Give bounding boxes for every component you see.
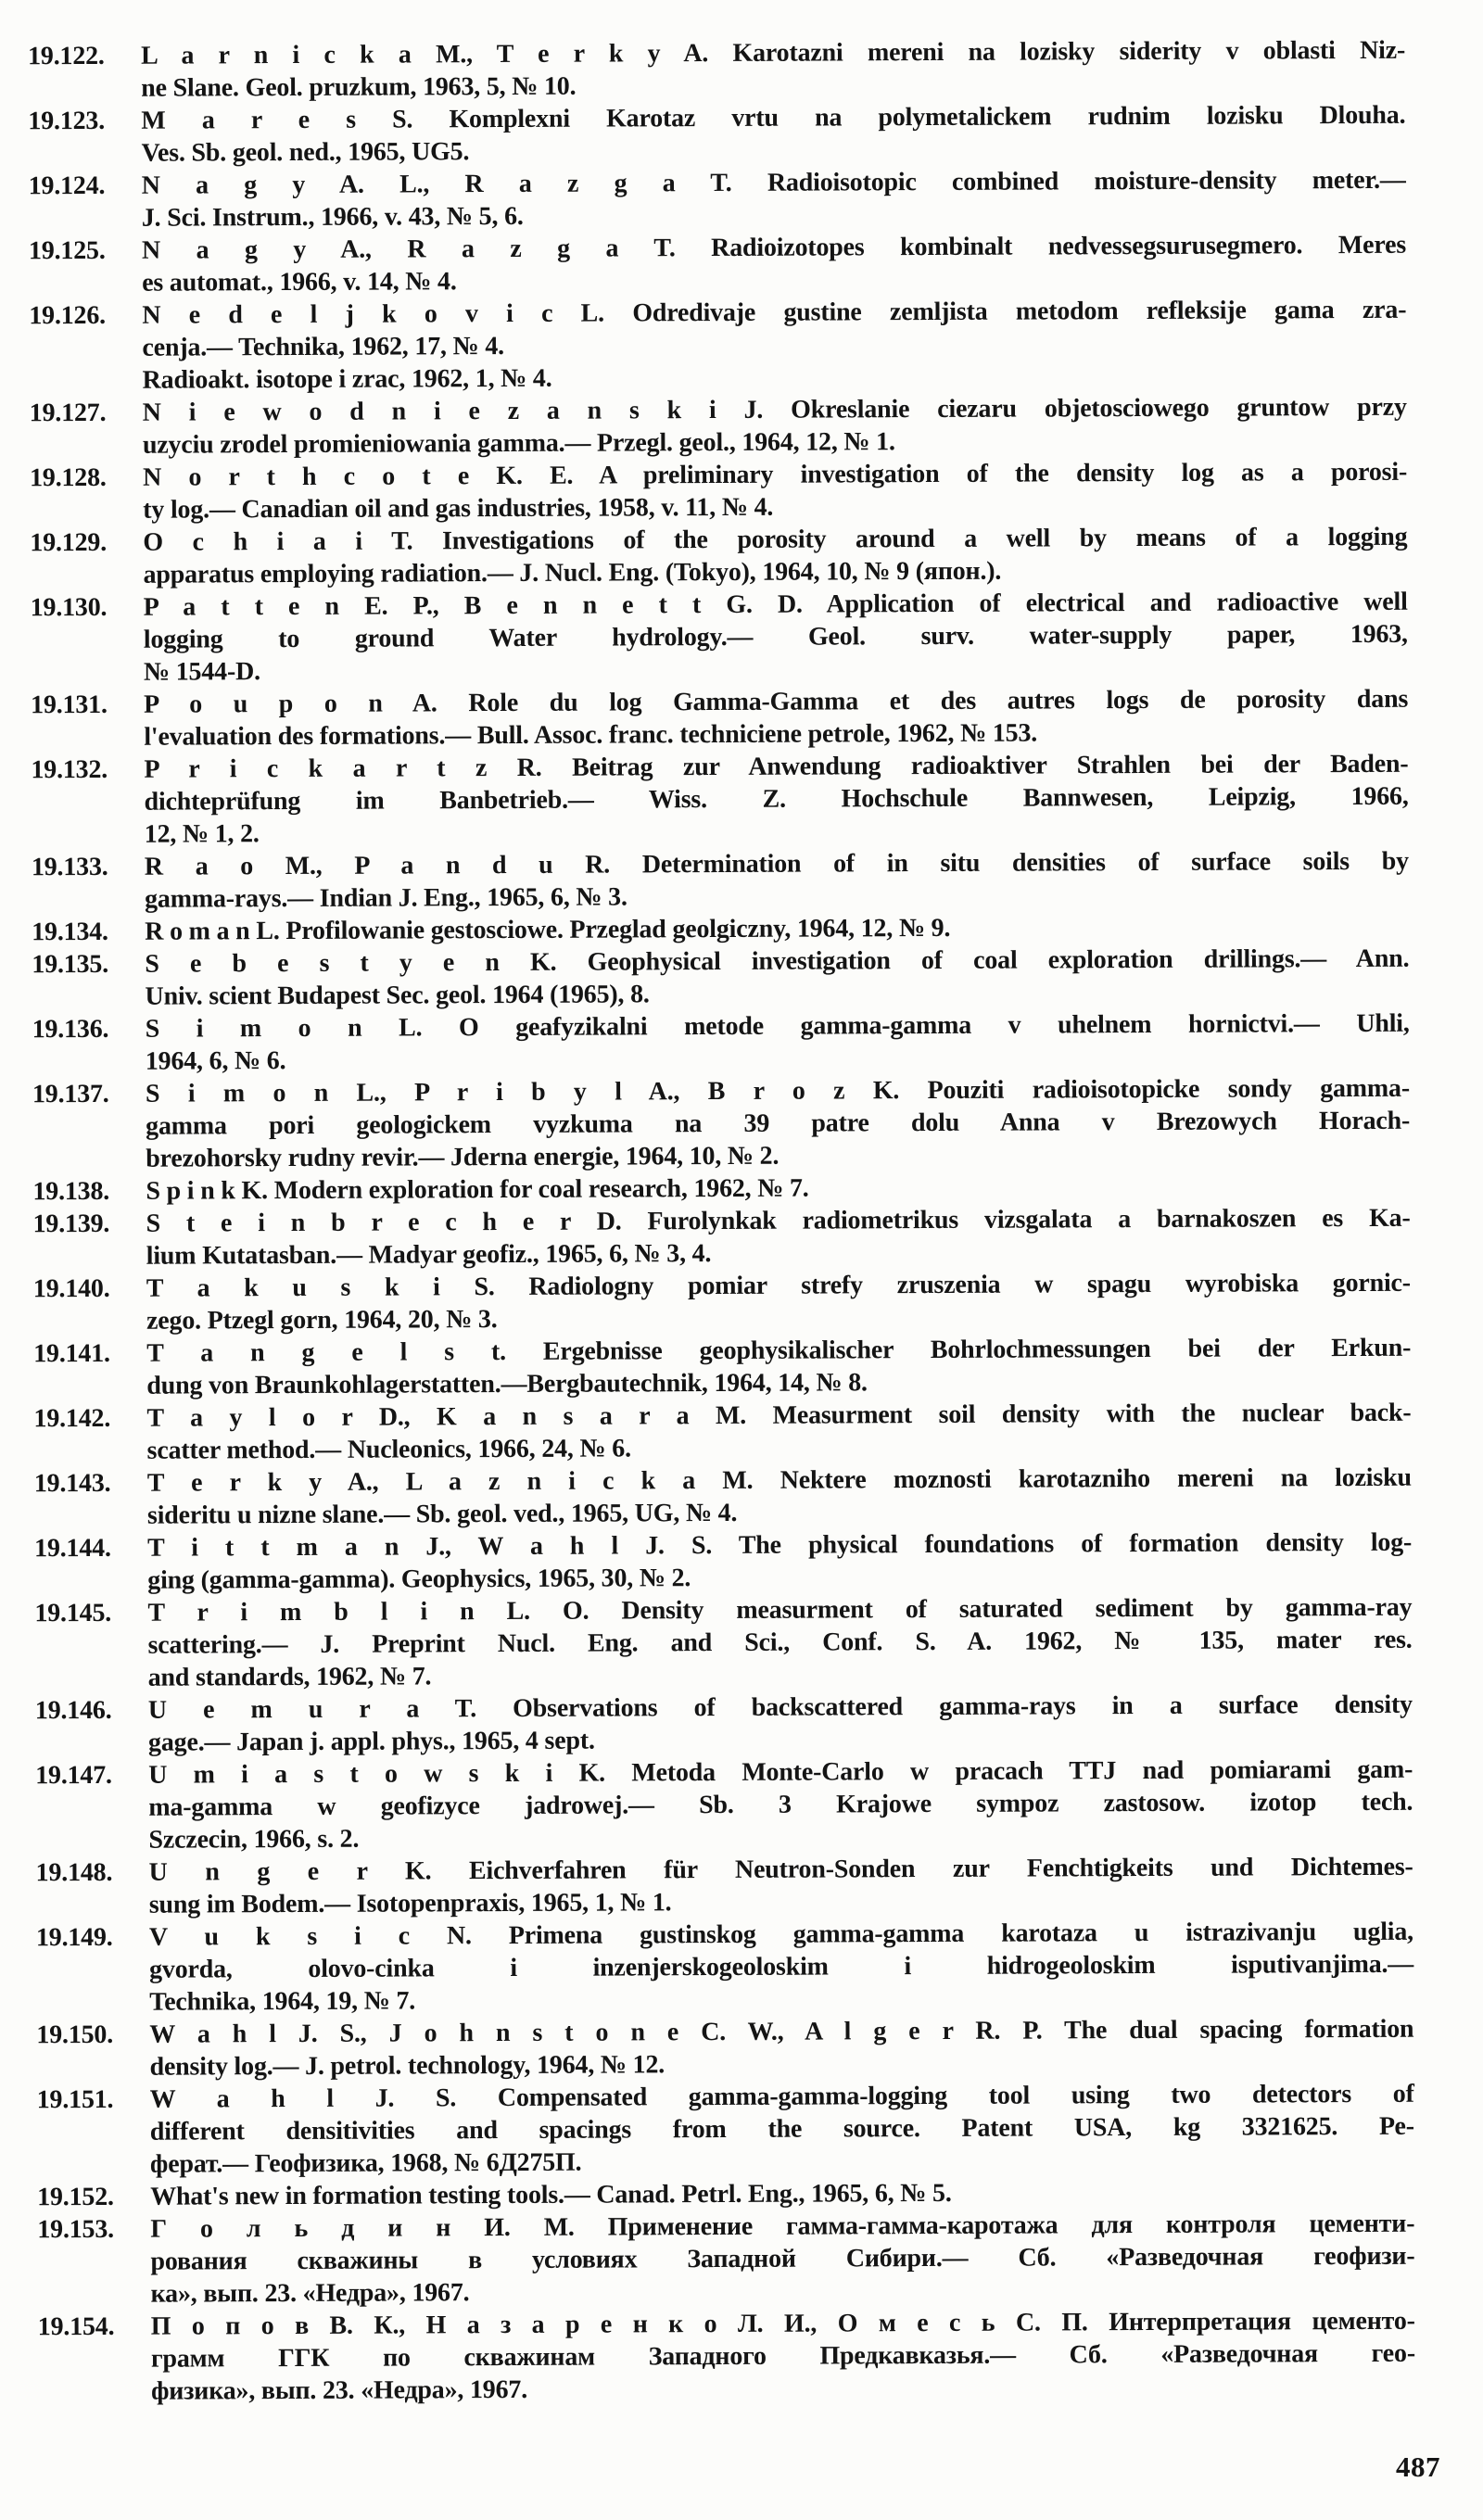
entry-number: 19.153. [37, 2214, 114, 2245]
entry-line: 1964, 6, № 6. [145, 1046, 286, 1076]
entry-line: scattering.— J. Preprint Nucl. Eng. and Sci., Conf. S. A. 1962, № 135, mater res. [147, 1625, 1413, 1660]
entry-line: N a g y A., R a z g a T. Radioizotopes kombinalt nedvessegsurusegmero. Meres [141, 230, 1407, 265]
entry-line: brezohorsky rudny revir.— Jderna energie, 1964, 10, № 2. [146, 1141, 780, 1173]
bibliography-entry [31, 586, 1408, 689]
entry-number: 19.135. [32, 949, 109, 980]
entry-lines [139, 1267, 1411, 1337]
entry-line: dichteprüfung im Banbetrieb.— Wiss. Z. Hochschule Bannwesen, Leipzig, 1966, [144, 781, 1409, 817]
bibliography-entry [33, 1397, 1411, 1467]
bibliography-entry [37, 2078, 1414, 2181]
bibliography-entry [31, 748, 1408, 851]
entry-number: 19.152. [37, 2182, 114, 2212]
bibliography-entry [37, 2208, 1414, 2311]
entry-line: zego. Ptzegl gorn, 1964, 20, № 3. [146, 1305, 498, 1336]
entry-line: gamma-rays.— Indian J. Eng., 1965, 6, № 3. [144, 882, 627, 914]
entry-number: 19.148. [35, 1857, 113, 1888]
entry-line: lium Kutatasban.— Madyar geofiz., 1965, 6, № 3, 4. [146, 1239, 712, 1271]
entry-line: S i m o n L., P r i b y l A., B r o z K. Pouziti radioisotopicke sondy gamma- [145, 1073, 1411, 1108]
entry-line: ging (gamma-gamma). Geophysics, 1965, 30, № 2. [147, 1564, 691, 1595]
bibliography-entry [31, 683, 1408, 753]
entry-number: 19.146. [34, 1695, 112, 1726]
entry-lines [140, 1526, 1412, 1597]
entry-line: apparatus employing radiation.— J. Nucl. Eng. (Tokyo), 1964, 10, № 9 (япон.). [143, 556, 1002, 589]
entry-number: 19.122. [28, 41, 105, 71]
entry-number: 19.130. [30, 592, 108, 623]
bibliography-list [28, 34, 1415, 2408]
entry-line: es automat., 1966, v. 14, № 4. [142, 267, 457, 298]
entry-line: different densitivities and spacings from the source. Patent USA, kg 3321625. Ре- [149, 2111, 1414, 2146]
bibliography-entry [34, 1591, 1412, 1694]
entry-number: 19.128. [30, 462, 107, 493]
entry-lines [138, 1007, 1410, 1078]
entry-line: l'evaluation des formations.— Bull. Assoc. franc. techniciene petrole, 1962, № 153. [144, 718, 1038, 752]
entry-line: № 1544-D. [143, 657, 260, 687]
entry-line: P o u p o n A. Role du log Gamma-Gamma et des autres logs de porosity dans [144, 684, 1409, 719]
entry-lines [134, 229, 1406, 299]
entry-line: What's new in formation testing tools.— Canad. Petrl. Eng., 1965, 6, № 5. [150, 2178, 952, 2211]
entry-line: рования скважины в условиях Западной Сибири.— Сб. «Разведочная геофизи- [150, 2241, 1415, 2276]
bibliography-entry [36, 1851, 1413, 1921]
entry-lines [136, 586, 1408, 689]
entry-line: Ves. Sb. geol. ned., 1965, UG5. [141, 137, 470, 168]
entry-line: U m i a s t o w s k i K. Metoda Monte-Carlo w pracach TTJ nad pomiarami gam- [148, 1754, 1413, 1790]
bibliography-entry [36, 2013, 1413, 2083]
entry-number: 19.134. [32, 917, 108, 947]
entry-line: O c h i a i T. Investigations of the porosity around a well by means of a logging [143, 522, 1408, 557]
bibliography-entry [28, 34, 1405, 105]
entry-lines [143, 2078, 1414, 2181]
entry-lines [137, 943, 1409, 1013]
entry-line: Szczecin, 1966, s. 2. [148, 1824, 360, 1855]
entry-line: V u k s i c N. Primena gustinskog gamma-gamma karotaza u istrazivanju uglia, [148, 1917, 1413, 1952]
entry-line: П о п о в В. К., Н а з а р е н к о Л. И., О м е с ь С. П. Интерпретация цементо- [150, 2306, 1415, 2341]
bibliography-entry [30, 456, 1407, 526]
entry-number: 19.129. [30, 527, 108, 558]
bibliography-entry [28, 99, 1405, 170]
entry-line: Technika, 1964, 19, № 7. [149, 1986, 416, 2017]
entry-number: 19.149. [35, 1922, 113, 1953]
bibliography-entry [32, 845, 1409, 916]
entry-line: S t e i n b r e c h e r D. Furolynkak radiometrikus vizsgalata a barnakoszen es Ka- [146, 1203, 1411, 1238]
bibliography-entry [34, 1462, 1412, 1532]
entry-lines [133, 34, 1405, 105]
entry-number: 19.126. [29, 300, 106, 331]
entry-line: W a h l J. S. Compensated gamma-gamma-logging tool using two detectors of [149, 2079, 1414, 2114]
bibliography-entry [34, 1526, 1412, 1597]
entry-line: ne Slane. Geol. pruzkum, 1963, 5, № 10. [141, 71, 577, 103]
entry-lines [140, 1591, 1412, 1694]
entry-number: 19.127. [29, 398, 107, 428]
bibliography-entry [29, 164, 1406, 234]
entry-line: 12, № 1, 2. [144, 819, 260, 849]
entry-line: P a t t e n E. P., B e n n e t t G. D. Application of electrical and radioactive well [143, 587, 1408, 622]
entry-number: 19.147. [35, 1760, 112, 1791]
entry-line: P r i c k a r t z R. Beitrag zur Anwendung radioaktiver Strahlen bei der Baden- [144, 749, 1409, 784]
entry-lines [136, 748, 1408, 851]
entry-lines [143, 2175, 1414, 2213]
entry-line: L a r n i c k a M., T e r k y A. Karotazni mereni na lozisky siderity v oblasti Niz- [141, 35, 1406, 70]
entry-number: 19.151. [36, 2084, 114, 2115]
entry-line: uzyciu zrodel promieniowania gamma.— Przegl. geol., 1964, 12, № 1. [142, 427, 895, 460]
entry-lines [137, 845, 1409, 916]
entry-lines [140, 1462, 1412, 1532]
entry-lines [138, 1170, 1410, 1208]
entry-lines [138, 1072, 1410, 1175]
entry-number: 19.139. [32, 1209, 110, 1239]
entry-line: T a y l o r D., K a n s a r a M. Measurment soil density with the nuclear back- [146, 1398, 1412, 1433]
entry-lines [142, 1916, 1413, 2019]
entry-line: Г о л ь д и н И. М. Применение гамма-гамма-каротажа для контроля цементи- [150, 2209, 1415, 2244]
entry-line: T a k u s k i S. Radiologny pomiar strefy zruszenia w spagu wyrobiska gornic- [146, 1268, 1411, 1303]
entry-line: ty log.— Canadian oil and gas industries, 1958, v. 11, № 4. [143, 492, 774, 525]
entry-line: gvorda, olovo-cinka i inzenjerskogeoloskim i hidrogeoloskim isputivanjima.— [149, 1949, 1414, 1984]
entry-line: logging to ground Water hydrology.— Geol. surv. water-supply paper, 1963, [143, 619, 1408, 654]
entry-line: Univ. scient Budapest Sec. geol. 1964 (1965), 8. [145, 980, 650, 1011]
entry-lines [139, 1397, 1411, 1467]
entry-lines [141, 1689, 1413, 1759]
entry-lines [143, 2208, 1414, 2311]
entry-line: T r i m b l i n L. O. Density measurment of saturated sediment by gamma-ray [147, 1592, 1413, 1627]
entry-line: scatter method.— Nucleonics, 1966, 24, № 6. [146, 1434, 631, 1465]
entry-line: N e d e l j k o v i c L. Odredivaje gustine zemljista metodom refleksije gama zra- [142, 295, 1407, 330]
entry-line: Radioakt. isotope i zrac, 1962, 1, № 4. [142, 363, 552, 395]
entry-line: ma-gamma w geofizyce jadrowej.— Sb. 3 Krajowe sympoz zastosow. izotop tech. [148, 1787, 1413, 1822]
entry-lines [136, 683, 1408, 753]
entry-line: N i e w o d n i e z a n s k i J. Okreslanie ciezaru objetosciowego gruntow przy [142, 392, 1407, 427]
entry-line: N o r t h c o t e K. E. A preliminary investigation of the density log as a porosi- [142, 457, 1408, 492]
entry-line: S i m o n L. O geafyzikalni metode gamma-gamma v uhelnem hornictvi.— Uhli, [145, 1008, 1410, 1044]
entry-number: 19.154. [37, 2311, 115, 2342]
entry-line: S e b e s t y e n K. Geophysical investigation of coal exploration drillings.— Ann. [145, 943, 1410, 979]
entry-lines [141, 1754, 1413, 1856]
bibliography-entry [33, 1267, 1411, 1337]
entry-lines [134, 294, 1406, 397]
bibliography-entry [32, 943, 1409, 1013]
entry-lines [135, 521, 1407, 591]
bibliography-entry [38, 2305, 1415, 2408]
bibliography-entry [30, 391, 1407, 462]
entry-lines [133, 99, 1405, 170]
entry-line: sung im Bodem.— Isotopenpraxis, 1965, 1, № 1. [148, 1888, 672, 1919]
entry-line: S p i n k K. Modern exploration for coal research, 1962, № 7. [146, 1173, 809, 1206]
entry-line: T e r k y A., L a z n i c k a M. Nektere moznosti karotazniho mereni na lozisku [146, 1463, 1412, 1498]
entry-line: density log.— J. petrol. technology, 1964, № 12. [149, 2050, 665, 2082]
bibliography-entry [30, 521, 1407, 591]
entry-line: R a o M., P a n d u R. Determination of in situ densities of surface soils by [144, 846, 1409, 881]
entry-line: U e m u r a T. Observations of backscattered gamma-rays in a surface density [147, 1690, 1413, 1725]
entry-line: T a n g e l s t. Ergebnisse geophysikalischer Bohrlochmessungen bei der Erkun- [146, 1333, 1412, 1368]
bibliography-entry [35, 1754, 1413, 1856]
entry-number: 19.150. [36, 2020, 114, 2050]
entry-line: M a r e s S. Komplexni Karotaz vrtu na polymetalickem rudnim lozisku Dlouha. [141, 100, 1406, 135]
entry-number: 19.143. [33, 1468, 111, 1499]
bibliography-entry [33, 1332, 1411, 1402]
entry-line: N a g y A. L., R a z g a T. Radioisotopic combined moisture-density meter.— [141, 165, 1406, 200]
entry-lines [142, 1851, 1413, 1921]
entry-line: gage.— Japan j. appl. phys., 1965, 4 sept. [147, 1726, 595, 1757]
entry-number: 19.142. [33, 1403, 111, 1434]
entry-number: 19.132. [31, 754, 108, 785]
entry-line: cenja.— Technika, 1962, 17, № 4. [142, 332, 504, 362]
entry-line: and standards, 1962, № 7. [147, 1662, 432, 1692]
entry-lines [139, 1202, 1411, 1273]
entry-number: 19.141. [33, 1338, 110, 1369]
entry-lines [137, 910, 1409, 948]
bibliography-entry [29, 294, 1406, 397]
bibliography-entry [32, 1007, 1410, 1078]
entry-lines [135, 391, 1407, 462]
bibliography-entry [32, 1072, 1410, 1175]
page-number: 487 [1396, 2450, 1440, 2483]
entry-line: W a h l J. S., J o h n s t o n e C. W., A l g e r R. P. The dual spacing formation [149, 2014, 1414, 2049]
entry-lines [142, 2013, 1413, 2083]
entry-lines [139, 1332, 1411, 1402]
bibliography-entry [36, 1916, 1413, 2019]
entry-line: J. Sci. Instrum., 1966, v. 43, № 5, 6. [141, 201, 524, 233]
entry-line: sideritu u nizne slane.— Sb. geol. ved., 1965, UG, № 4. [146, 1498, 738, 1530]
entry-number: 19.136. [32, 1014, 109, 1045]
entry-line: R o m a n L. Profilowanie gestosciowe. Przeglad geolgiczny, 1964, 12, № 9. [145, 913, 951, 946]
entry-line: T i t t m a n J., W a h l J. S. The physical foundations of formation density log- [147, 1527, 1413, 1563]
bibliography-entry [29, 229, 1406, 299]
entry-lines [134, 164, 1406, 234]
bibliography-entry [33, 1202, 1411, 1273]
entry-number: 19.137. [32, 1079, 109, 1109]
entry-line: ферат.— Геофизика, 1968, № 6Д275П. [149, 2147, 582, 2179]
entry-number: 19.145. [34, 1598, 112, 1628]
entry-number: 19.131. [31, 690, 108, 720]
entry-lines [144, 2305, 1415, 2408]
bibliography-entry [35, 1689, 1413, 1759]
entry-line: gamma pori geologickem vyzkuma na 39 patre dolu Anna v Brezowych Horach- [146, 1106, 1411, 1141]
entry-line: ка», вып. 23. «Недра», 1967. [150, 2278, 470, 2309]
entry-number: 19.144. [34, 1533, 111, 1564]
entry-line: dung von Braunkohlagerstatten.—Bergbautechnik, 1964, 14, № 8. [146, 1368, 868, 1400]
entry-number: 19.124. [28, 171, 106, 201]
entry-number: 19.138. [32, 1176, 110, 1207]
entry-number: 19.123. [28, 106, 106, 136]
entry-line: физика», вып. 23. «Недра», 1967. [151, 2374, 528, 2406]
entry-number: 19.125. [28, 235, 106, 266]
entry-line: грамм ГГК по скважинам Западного Предкавказья.— Сб. «Разведочная гео- [150, 2338, 1415, 2374]
entry-lines [135, 456, 1407, 526]
entry-number: 19.133. [31, 852, 108, 882]
entry-number: 19.140. [32, 1273, 110, 1304]
entry-line: U n g e r K. Eichverfahren für Neutron-Sonden zur Fenchtigkeits und Dichtemes- [148, 1852, 1413, 1887]
